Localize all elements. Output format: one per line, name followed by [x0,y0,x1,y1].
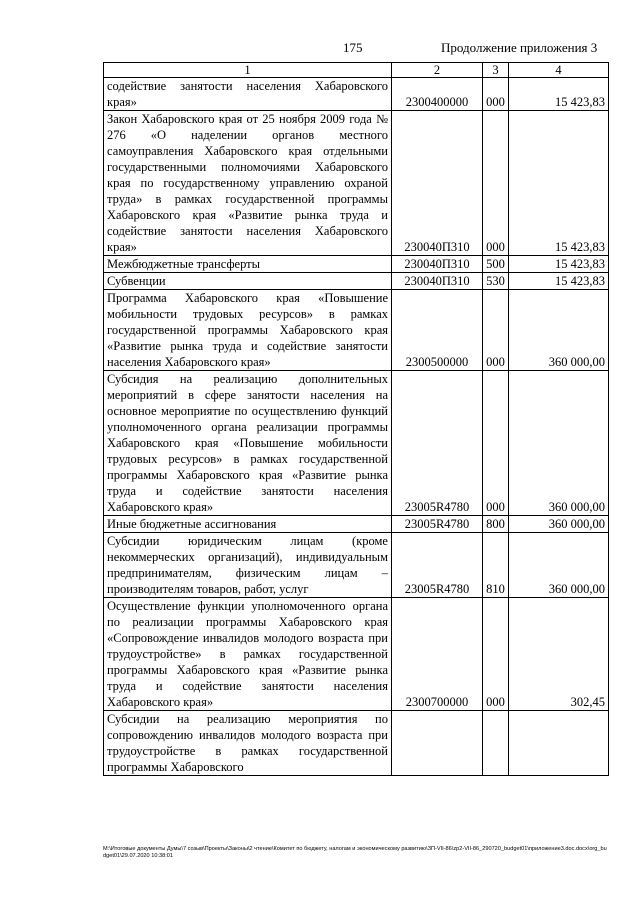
column-number-4: 4 [509,63,609,78]
row-expense-type: 800 [483,516,509,533]
table-row [104,111,609,256]
row-amount: 15 423,83 [509,273,609,290]
row-amount: 360 000,00 [509,290,609,371]
row-description: Субвенции [104,273,392,290]
row-amount: 15 423,83 [509,111,609,256]
row-target-code: 230040П310 [392,273,483,290]
row-amount: 15 423,83 [509,256,609,273]
row-expense-type: 000 [483,598,509,711]
column-number-1: 1 [104,63,392,78]
row-target-code: 2300400000 [392,78,483,111]
table-row [104,516,609,533]
row-description: Осуществление функции уполномоченного органа по реализации программы Хабаровского края «Сопровождение инвалидов молодого возраста при трудоустройстве» в рамках государственной программы Хабаровского края «Развитие рынка труда и содействие занятости населения Хабаровского края» [104,598,392,711]
row-amount: 302,45 [509,598,609,711]
table-row [104,598,609,711]
row-expense-type: 000 [483,111,509,256]
row-target-code: 2300500000 [392,290,483,371]
column-number-2: 2 [392,63,483,78]
row-description: Закон Хабаровского края от 25 ноября 2009 года № 276 «О наделении органов местного самоуправления Хабаровского края отдельными государственными полномочиями Хабаровского края по государственному управлению охраной труда» в рамках государственной программы Хабаровского края «Развитие рынка труда и содействие занятости населения Хабаровского края» [104,111,392,256]
continuation-label: Продолжение приложения 3 [441,40,598,55]
table-row [104,290,609,371]
column-number-3: 3 [483,63,509,78]
row-description: Субсидии юридическим лицам (кроме некоммерческих организаций), индивидуальным предпринимателям, физическим лицам – производителям товаров, работ, услуг [104,533,392,598]
row-description: Иные бюджетные ассигнования [104,516,392,533]
row-expense-type: 530 [483,273,509,290]
document-path-footer: M:\Итоговые документы Думы\7 созыв\Проекты\Законы\2 чтение\Комитет по бюджету, налогам и экономическому развитию\ЗП-VII-86\zp2-VII-86_290720_budget01\приложение3.doc.docx\org_budget01\29.07.2020 10:38:01 [103,846,607,859]
row-expense-type: 000 [483,371,509,516]
row-target-code: 2300700000 [392,598,483,711]
row-amount: 360 000,00 [509,371,609,516]
row-description: Субсидия на реализацию дополнительных мероприятий в сфере занятости населения на основное мероприятие по осуществлению функций уполномоченного органа реализации программы Хабаровского края «Повышение мобильности трудовых ресурсов» в рамках государственной программы Хабаровского края «Развитие рынка труда и содействие занятости населения Хабаровского края» [104,371,392,516]
row-target-code: 23005R4780 [392,533,483,598]
row-expense-type: 000 [483,78,509,111]
row-amount: 360 000,00 [509,516,609,533]
appendix-table [103,62,609,776]
table-row [104,256,609,273]
page-number: 175 [343,40,363,55]
row-amount: 360 000,00 [509,533,609,598]
row-target-code [392,711,483,776]
row-description: Программа Хабаровского края «Повышение мобильности трудовых ресурсов» в рамках государственной программы Хабаровского края «Развитие рынка труда и содействие занятости населения Хабаровского края» [104,290,392,371]
row-amount: 15 423,83 [509,78,609,111]
row-description: Субсидии на реализацию мероприятия по сопровождению инвалидов молодого возраста при трудоустройстве в рамках государственной программы Хабаровского [104,711,392,776]
row-expense-type: 810 [483,533,509,598]
row-description: Межбюджетные трансферты [104,256,392,273]
row-target-code: 23005R4780 [392,371,483,516]
row-target-code: 23005R4780 [392,516,483,533]
table-row [104,273,609,290]
row-amount [509,711,609,776]
row-description: содействие занятости населения Хабаровского края» [104,78,392,111]
row-expense-type [483,711,509,776]
row-target-code: 230040П310 [392,111,483,256]
table-row [104,371,609,516]
table-row [104,533,609,598]
row-expense-type: 500 [483,256,509,273]
row-target-code: 230040П310 [392,256,483,273]
table-row [104,711,609,776]
row-expense-type: 000 [483,290,509,371]
table-row [104,78,609,111]
column-number-row [104,63,609,78]
